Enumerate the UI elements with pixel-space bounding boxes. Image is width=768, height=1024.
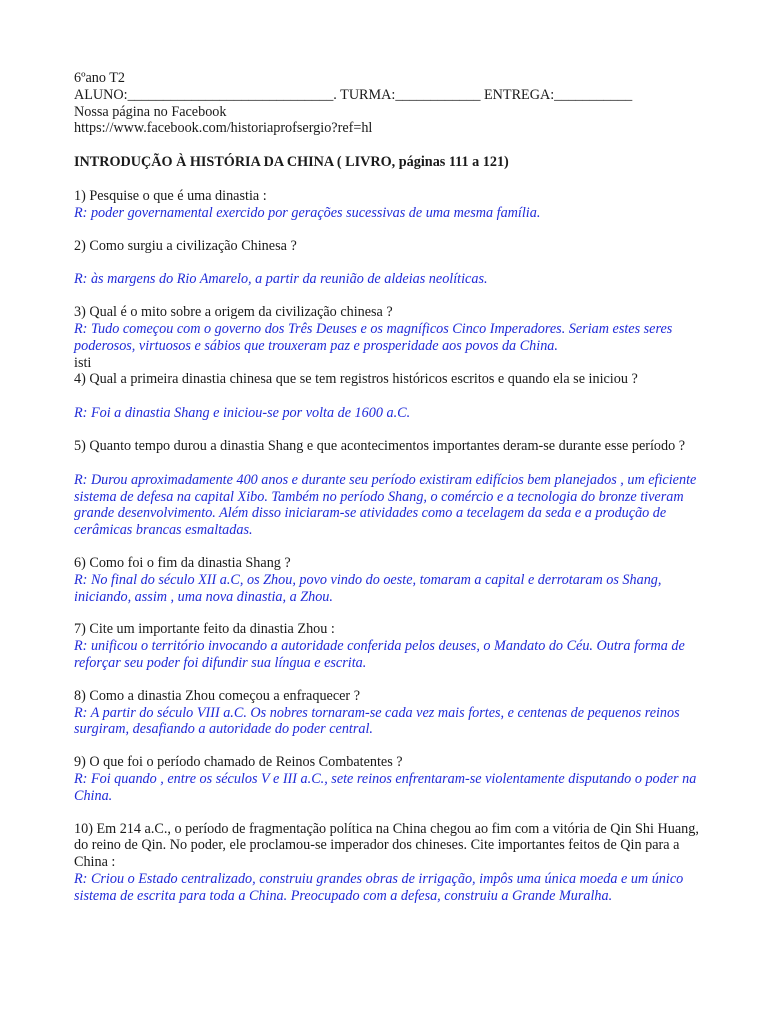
answer-9: R: Foi quando , entre os séculos V e III a.C., sete reinos enfrentaram-se violentamente disputando o poder na China.	[74, 770, 697, 804]
grade-label: 6ºano T2	[74, 70, 126, 86]
answer-10: R: Criou o Estado centralizado, construiu grandes obras de irrigação, impôs uma única moeda e um único sistema de escrita para toda a China. Preocupado com a defesa, construiu a Grande Muralha.	[74, 870, 684, 904]
question-block-8	[74, 688, 714, 738]
question-block-2	[74, 238, 714, 289]
question-7: 7) Cite um importante feito da dinastia Zhou :	[74, 621, 335, 638]
question-8: 8) Como a dinastia Zhou começou a enfraquecer ?	[74, 687, 360, 704]
question-10: 10) Em 214 a.C., o período de fragmentação política na China chegou ao fim com a vitória de Qin Shi Huang, do reino de Qin. No poder, ele proclamou-se imperador dos chineses. Cite importantes feitos de Qin para a China :	[74, 820, 699, 871]
facebook-label: Nossa página no Facebook	[74, 103, 227, 120]
answer-3: R: Tudo começou com o governo dos Três Deuses e os magníficos Cinco Imperadores. Seriam estes seres poderosos, virtuosos e sábios que trouxeram paz e prosperidade aos povos da China.	[74, 320, 673, 354]
question-9: 9) O que foi o período chamado de Reinos Combatentes ?	[74, 754, 403, 771]
question-block-9	[74, 754, 714, 804]
answer-4: R: Foi a dinastia Shang e iniciou-se por volta de 1600 a.C.	[74, 405, 411, 422]
facebook-url: https://www.facebook.com/historiaprofsergio?ref=hl	[74, 120, 373, 137]
stray-text: isti	[74, 354, 92, 371]
question-block-10	[74, 821, 714, 905]
question-block-6	[74, 555, 714, 605]
document-content	[74, 70, 714, 920]
question-block-7	[74, 621, 714, 671]
question-1: 1) Pesquise o que é uma dinastia :	[74, 187, 267, 204]
question-block-1	[74, 188, 714, 222]
answer-7: R: unificou o território invocando a autoridade conferida pelos deuses, o Mandato do Céu. Outra forma de reforçar seu poder foi difundir sua língua e escrita.	[74, 638, 685, 671]
question-block-4	[74, 371, 714, 422]
document-title: INTRODUÇÃO À HISTÓRIA DA CHINA ( LIVRO, páginas 111 a 121)	[74, 154, 509, 171]
question-4: 4) Qual a primeira dinastia chinesa que se tem registros históricos escritos e quando ela se iniciou ?	[74, 371, 638, 388]
answer-2: R: às margens do Rio Amarelo, a partir da reunião de aldeias neolíticas.	[74, 271, 488, 288]
question-block-3	[74, 304, 714, 371]
question-6: 6) Como foi o fim da dinastia Shang ?	[74, 554, 291, 571]
answer-6: R: No final do século XII a.C, os Zhou, povo vindo do oeste, tomaram a capital e derrotaram os Shang, iniciando, assim , uma nova dinastia, a Zhou.	[74, 571, 662, 605]
question-block-5	[74, 438, 714, 539]
answer-8: R: A partir do século VIII a.C. Os nobres tornaram-se cada vez mais fortes, e centenas de pequenos reinos surgiram, desafiando a autoridade do poder central.	[74, 704, 680, 738]
answer-1: R: poder governamental exercido por gerações sucessivas de uma mesma família.	[74, 204, 541, 221]
question-3: 3) Qual é o mito sobre a origem da civilização chinesa ?	[74, 304, 393, 321]
question-2: 2) Como surgiu a civilização Chinesa ?	[74, 237, 297, 254]
question-5: 5) Quanto tempo durou a dinastia Shang e que acontecimentos importantes deram-se durante esse período ?	[74, 437, 686, 454]
answer-5: R: Durou aproximadamente 400 anos e durante seu período existiram edifícios bem planejados , um eficiente sistema de defesa na capital Xibo. Também no período Shang, o comércio e a tecnologia do bronze tiveram grande desenvolvimento. Além disso iniciaram-se atividades como a tecelagem da seda e a produção de cerâmicas brancas esmaltadas.	[74, 471, 697, 539]
student-info-line: ALUNO:_____________________________. TURMA:____________ ENTREGA:___________	[74, 86, 633, 103]
